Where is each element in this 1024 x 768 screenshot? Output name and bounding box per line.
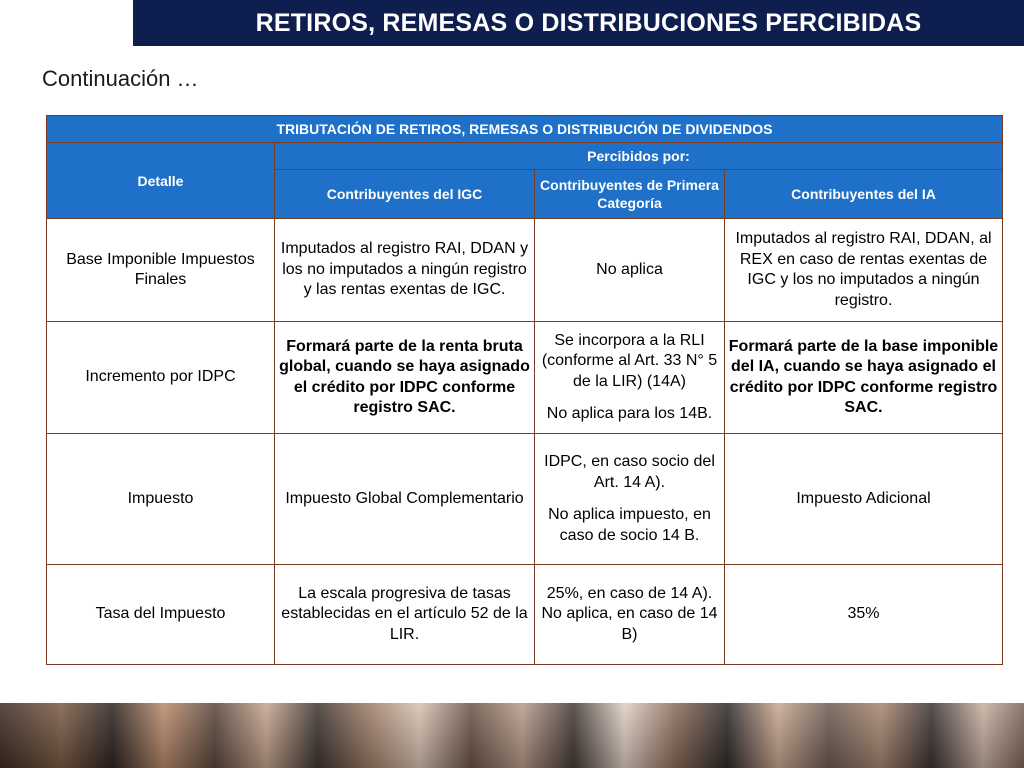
cell-igc: Formará parte de la renta bruta global, cuando se haya asignado el crédito por IDPC conforme registro SAC.	[275, 322, 535, 434]
cell-ia: Formará parte de la base imponible del IA, cuando se haya asignado el crédito por IDPC conforme registro SAC.	[725, 322, 1003, 434]
cell-igc: Impuesto Global Complementario	[275, 434, 535, 565]
footer-crowd-photo	[0, 703, 1024, 768]
cell-text-a: IDPC, en caso socio del Art. 14 A).	[544, 453, 715, 491]
cell-primera-categoria: No aplica	[535, 219, 725, 322]
row-detail: Base Imponible Impuestos Finales	[47, 219, 275, 322]
cell-primera-categoria	[535, 322, 725, 434]
cell-ia: 35%	[725, 565, 1003, 665]
cell-primera-categoria: 25%, en caso de 14 A). No aplica, en caso de 14 B)	[535, 565, 725, 665]
cell-text-a: Se incorpora a la RLI (conforme al Art. 33 N° 5 de la LIR) (14A)	[541, 331, 718, 390]
subtitle: Continuación …	[42, 66, 199, 91]
table-row	[47, 322, 1003, 434]
column-header-primera-categoria: Contribuyentes de Primera Categoría	[535, 170, 725, 219]
title-bar	[133, 0, 1024, 46]
table-row	[47, 434, 1003, 565]
detail-header: Detalle	[47, 143, 275, 219]
cell-igc: Imputados al registro RAI, DDAN y los no imputados a ningún registro y las rentas exentas de IGC.	[275, 219, 535, 322]
page-title: RETIROS, REMESAS O DISTRIBUCIONES PERCIBIDAS	[255, 8, 922, 37]
cell-text-b: No aplica para los 14B.	[546, 405, 713, 422]
table-row	[47, 219, 1003, 322]
cell-ia: Impuesto Adicional	[725, 434, 1003, 565]
column-header-ia: Contribuyentes del IA	[725, 170, 1003, 219]
table-caption: TRIBUTACIÓN DE RETIROS, REMESAS O DISTRIBUCIÓN DE DIVIDENDOS	[47, 116, 1003, 143]
cell-ia: Imputados al registro RAI, DDAN, al REX en caso de rentas exentas de IGC y los no imputados a ningún registro.	[725, 219, 1003, 322]
table-row	[47, 565, 1003, 665]
tax-table	[46, 115, 1003, 665]
column-header-igc: Contribuyentes del IGC	[275, 170, 535, 219]
cell-igc: La escala progresiva de tasas establecidas en el artículo 52 de la LIR.	[275, 565, 535, 665]
group-header: Percibidos por:	[275, 143, 1003, 170]
row-detail: Impuesto	[47, 434, 275, 565]
cell-primera-categoria	[535, 434, 725, 565]
row-detail: Tasa del Impuesto	[47, 565, 275, 665]
spacer	[538, 493, 721, 505]
row-detail: Incremento por IDPC	[47, 322, 275, 434]
cell-text-b: No aplica impuesto, en caso de socio 14 B.	[548, 506, 711, 544]
spacer	[538, 392, 721, 404]
